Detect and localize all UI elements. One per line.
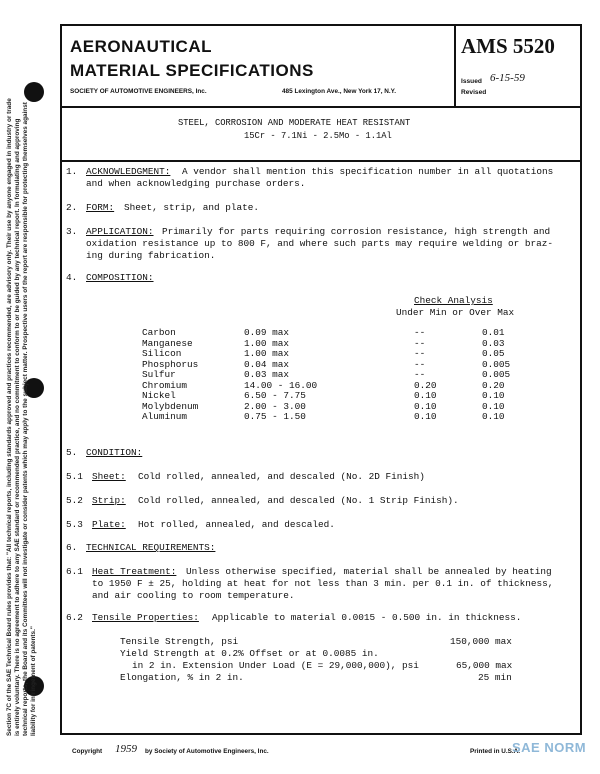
section-5-3-heading: Plate: [92,519,126,530]
tensile-strength-label: Tensile Strength, psi [120,636,239,647]
composition-value: 1.00 max [244,337,290,349]
elongation-value: 25 min [478,672,512,683]
section-5-2-text: Cold rolled, annealed, and descaled (No. 1 Strip Finish). [138,495,459,506]
sae-norm-watermark: SAE NORM [512,740,587,755]
section-4-heading: COMPOSITION: [86,272,154,283]
composition-under-min: -- [414,369,426,380]
side-disclaimer: Section 7C of the SAE Technical Board rules provides that: "All technical reports, including standards approved and practices recommended, are advisory only. Their use by anyone engaged in industry or trade is entirely voluntary. There is no agreement to adhere to any SAE standard or recommended practice, and no commitment to conform to or be guided by any technical report. In formulating and approving technical reports, the Board and its Committees will not investigate or consider patents which may apply to the subject matter. Prospective users of the report are responsible for protecting themselves against liability for infringement of patents." [6,98,37,736]
composition-over-max: 0.10 [482,400,505,412]
section-6-number: 6. [66,542,78,553]
footer-printed: Printed in U.S.A. [470,748,521,755]
section-5-heading: CONDITION: [86,447,143,458]
check-analysis-subheader: Under Min or Over Max [396,307,515,318]
tensile-strength-value: 150,000 max [450,636,512,647]
composition-over-max: 0.05 [482,348,505,359]
section-6-1-number: 6.1 [66,566,83,577]
yield-strength-label-cont: in 2 in. Extension Under Load (E = 29,000,000), psi [132,660,419,671]
section-5-1-text: Cold rolled, annealed, and descaled (No. 2D Finish) [138,471,425,482]
header-divider [60,106,582,108]
composition-over-max: 0.005 [482,369,511,380]
section-1-text: A vendor shall mention this specification number in all quotations [182,166,554,177]
issued-label: Issued [461,78,482,85]
section-3-text-cont2: ing during fabrication. [86,250,216,261]
title-divider [60,160,582,162]
section-5-1-heading: Sheet: [92,471,126,482]
spec-number: AMS 5520 [461,34,555,58]
composition-value: 14.00 - 16.00 [244,379,318,391]
section-6-2-heading: Tensile Properties: [92,612,199,623]
composition-under-min: 0.10 [414,390,437,401]
section-3-text-cont1: oxidation resistance up to 800 F, and where such parts may require welding or braz- [86,238,553,249]
section-5-1-number: 5.1 [66,471,83,482]
revised-label: Revised [461,89,487,96]
section-4-number: 4. [66,272,78,283]
footer-society: by Society of Automotive Engineers, Inc. [145,748,269,755]
section-2-number: 2. [66,202,78,213]
section-6-1-heading: Heat Treatment: [92,566,177,577]
section-5-2-heading: Strip: [92,495,126,506]
composition-under-min: -- [414,358,426,370]
section-3-number: 3. [66,226,78,237]
section-1-number: 1. [66,166,78,177]
composition-element: Aluminum [142,411,188,422]
section-1-heading: ACKNOWLEDGMENT: [86,166,171,177]
yield-strength-label: Yield Strength at 0.2% Offset or at 0.0085 in. [120,648,379,659]
composition-element: Silicon [142,348,182,359]
composition-under-min: -- [414,327,426,338]
composition-element: Molybdenum [142,400,199,412]
section-6-heading: TECHNICAL REQUIREMENTS: [86,542,216,553]
material-composition: 15Cr - 7.1Ni - 2.5Mo - 1.1Al [244,131,392,141]
composition-under-min: 0.20 [414,379,437,391]
composition-over-max: 0.10 [482,411,505,422]
section-2-text: Sheet, strip, and plate. [124,202,260,213]
composition-value: 0.09 max [244,327,290,338]
header-title-line1: AERONAUTICAL [70,37,212,56]
composition-element: Manganese [142,337,193,349]
footer-copyright: Copyright [72,748,103,755]
composition-value: 0.04 max [244,358,290,370]
composition-under-min: 0.10 [414,411,437,422]
composition-element: Carbon [142,327,176,338]
composition-under-min: -- [414,348,426,359]
composition-value: 0.75 - 1.50 [244,411,306,422]
section-3-heading: APPLICATION: [86,226,154,237]
section-5-3-text: Hot rolled, annealed, and descaled. [138,519,335,530]
composition-over-max: 0.03 [482,337,505,349]
composition-value: 6.50 - 7.75 [244,390,306,401]
section-3-text: Primarily for parts requiring corrosion resistance, high strength and [162,226,551,237]
composition-element: Sulfur [142,369,176,380]
composition-over-max: 0.01 [482,327,505,338]
composition-under-min: 0.10 [414,400,437,412]
header-vertical-divider [454,24,456,108]
section-6-1-text-cont2: and air cooling to room temperature. [92,590,295,601]
section-6-2-number: 6.2 [66,612,83,623]
section-6-1-text: Unless otherwise specified, material shall be annealed by heating [186,566,552,577]
composition-value: 2.00 - 3.00 [244,400,306,412]
section-2-heading: FORM: [86,202,115,213]
section-6-1-text-cont1: to 1950 F ± 25, holding at heat for not less than 3 min. per 0.1 in. of thickness, [92,578,554,589]
yield-strength-value: 65,000 max [456,660,513,671]
section-6-2-text: Applicable to material 0.0015 - 0.500 in. in thickness. [212,612,522,623]
composition-value: 0.03 max [244,369,290,380]
check-analysis-header: Check Analysis [414,295,493,306]
society-name: SOCIETY OF AUTOMOTIVE ENGINEERS, Inc. [70,88,207,95]
section-1-text-cont: and when acknowledging purchase orders. [86,178,306,189]
composition-element: Nickel [142,390,176,401]
composition-over-max: 0.005 [482,358,511,370]
composition-over-max: 0.20 [482,379,505,391]
issued-date: 6-15-59 [490,72,525,84]
composition-value: 1.00 max [244,348,290,359]
society-address: 485 Lexington Ave., New York 17, N.Y. [282,88,397,95]
section-5-number: 5. [66,447,78,458]
section-5-3-number: 5.3 [66,519,83,530]
elongation-label: Elongation, % in 2 in. [120,672,244,683]
composition-under-min: -- [414,337,426,349]
composition-over-max: 0.10 [482,390,505,401]
section-5-2-number: 5.2 [66,495,83,506]
material-title: STEEL, CORROSION AND MODERATE HEAT RESISTANT [178,118,411,128]
composition-element: Chromium [142,379,188,391]
footer-year: 1959 [115,743,137,755]
header-title-line2: MATERIAL SPECIFICATIONS [70,61,314,80]
composition-element: Phosphorus [142,358,199,370]
